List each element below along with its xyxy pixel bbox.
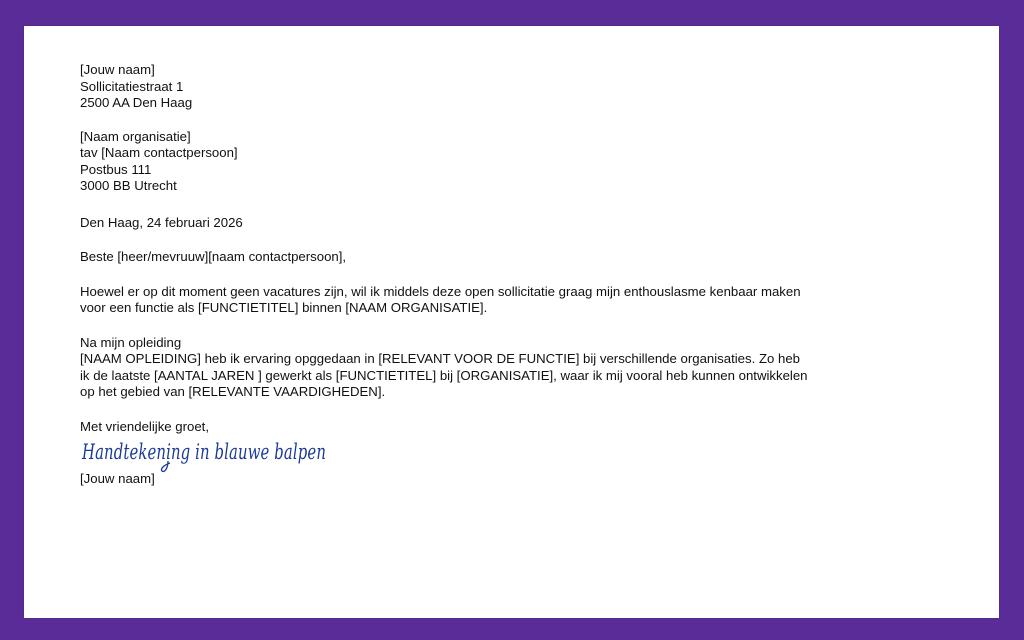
sender-city: 2500 AA Den Haag <box>80 95 193 110</box>
recipient-attention: tav [Naam contactpersoon] <box>80 145 238 160</box>
signature-name: [Jouw naam] <box>80 471 155 486</box>
recipient-organization: [Naam organisatie] <box>80 128 191 144</box>
salutation: Beste [heer/mevruuw][naam contactpersoon], <box>80 249 347 264</box>
recipient-address <box>80 129 940 195</box>
paragraph-experience-line: op het gebied van [RELEVANTE VAARDIGHEDEN]. <box>80 384 386 399</box>
recipient-city: 3000 BB Utrecht <box>80 178 177 193</box>
paragraph-experience <box>80 335 940 401</box>
letter-page <box>24 26 999 618</box>
paragraph-experience-line: Na mijn opleiding <box>80 334 182 350</box>
sender-name: [Jouw naam] <box>80 62 155 77</box>
date-line: Den Haag, 24 februari 2026 <box>80 214 243 230</box>
closing: Met vriendelijke groet, <box>80 418 210 434</box>
sender-address <box>80 62 940 112</box>
paragraph-intro-line: voor een functie als [FUNCTIETITEL] binnen [NAAM ORGANISATIE]. <box>80 300 488 315</box>
signature-text: Handtekening in blauwe balpen <box>81 440 327 464</box>
paragraph-experience-line: ik de laatste [AANTAL JAREN ] gewerkt als [FUNCTIETITEL] bij [ORGANISATIE], waar ik mij vooral heb kunnen ontwikkelen <box>80 367 808 383</box>
recipient-po-box: Postbus 111 <box>80 161 152 177</box>
sender-street: Sollicitatiestraat 1 <box>80 78 184 94</box>
paragraph-experience-line: [NAAM OPLEIDING] heb ik ervaring opggedaan in [RELEVANT VOOR DE FUNCTIE] bij verschillende organisaties. Zo heb <box>80 351 800 366</box>
signature-area <box>80 437 940 471</box>
paragraph-intro <box>80 284 940 317</box>
paragraph-intro-line: Hoewel er op dit moment geen vacatures zijn, wil ik middels deze open sollicitatie graag mijn enthouslasme kenbaar maken <box>80 283 801 299</box>
letter-content <box>80 62 940 488</box>
handwritten-signature <box>82 435 332 477</box>
